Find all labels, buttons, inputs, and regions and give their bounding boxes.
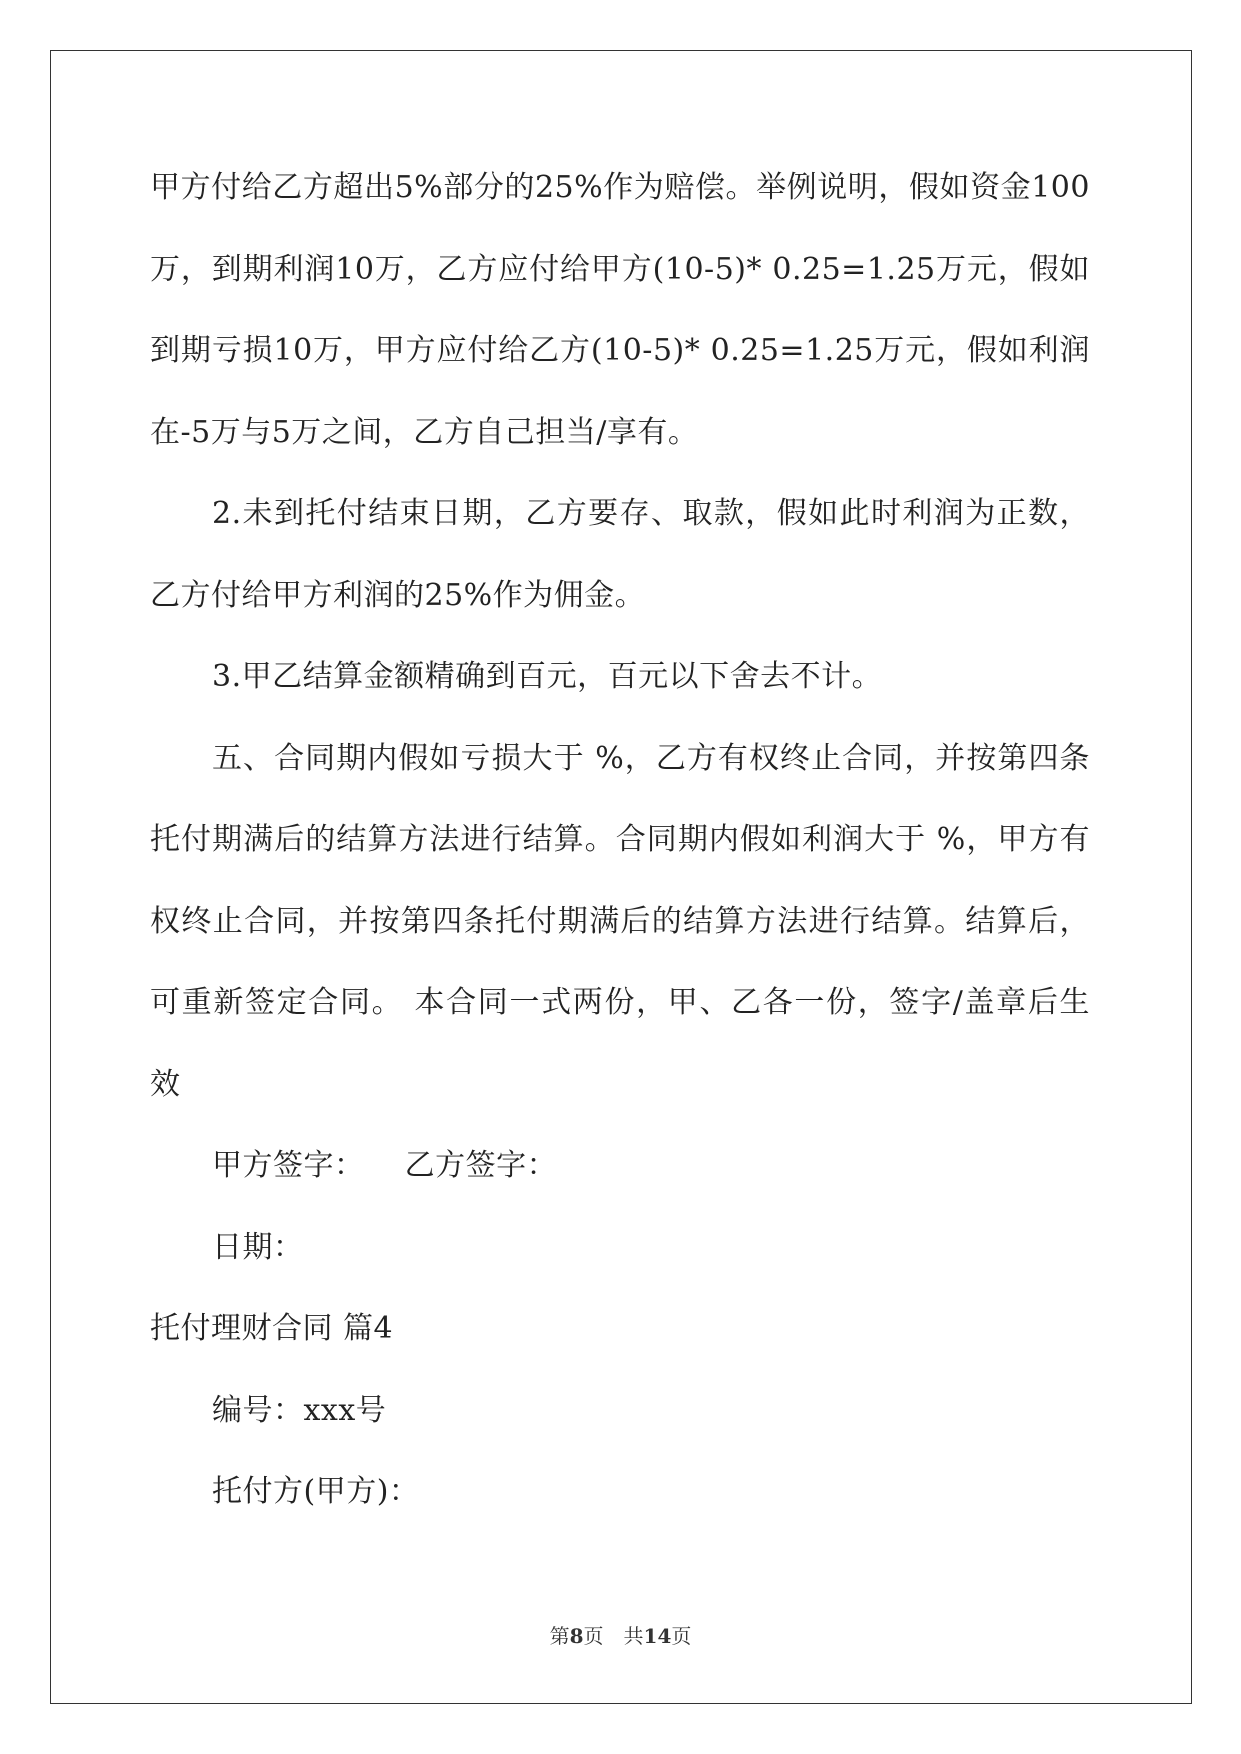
body-line: 效 xyxy=(150,1066,181,1102)
section-heading: 托付理财合同 篇4 xyxy=(150,1311,394,1346)
body-line: 权终止合同，并按第四条托付期满后的结算方法进行结算。结算后， xyxy=(150,903,1090,939)
party-a-line: 托付方(甲方)： xyxy=(212,1474,420,1509)
date-line: 日期： xyxy=(212,1229,304,1265)
footer-prefix: 第 xyxy=(549,1624,570,1648)
document-body xyxy=(150,168,1090,1554)
current-page-number: 8 xyxy=(569,1624,584,1648)
contract-number: 编号：xxx号 xyxy=(212,1392,387,1428)
body-line: 甲方付给乙方超出5%部分的25%作为赔偿。举例说明，假如资金100 xyxy=(150,170,1090,205)
total-page-number: 14 xyxy=(643,1624,672,1648)
footer-total-suffix: 页 xyxy=(671,1624,692,1648)
body-line: 在-5万与5万之间，乙方自己担当/享有。 xyxy=(150,414,699,450)
body-line: 2.未到托付结束日期，乙方要存、取款，假如此时利润为正数， xyxy=(212,496,1090,531)
page-footer xyxy=(0,1620,1241,1649)
footer-total-prefix: 共 xyxy=(623,1624,644,1648)
body-line: 万，到期利润10万，乙方应付给甲方(10-5)* 0.25=1.25万元，假如 xyxy=(150,251,1090,287)
body-line: 3.甲乙结算金额精确到百元，百元以下舍去不计。 xyxy=(212,659,883,694)
footer-page-suffix: 页 xyxy=(583,1624,604,1648)
body-line: 五、合同期内假如亏损大于 %，乙方有权终止合同，并按第四条 xyxy=(212,740,1090,776)
body-line: 乙方付给甲方利润的25%作为佣金。 xyxy=(150,577,646,613)
body-line: 可重新签定合同。 本合同一式两份，甲、乙各一份，签字/盖章后生 xyxy=(150,985,1090,1020)
signature-line: 甲方签字： 乙方签字： xyxy=(212,1148,558,1183)
body-line: 到期亏损10万，甲方应付给乙方(10-5)* 0.25=1.25万元，假如利润 xyxy=(150,333,1090,368)
body-line: 托付期满后的结算方法进行结算。合同期内假如利润大于 %，甲方有 xyxy=(150,822,1090,857)
